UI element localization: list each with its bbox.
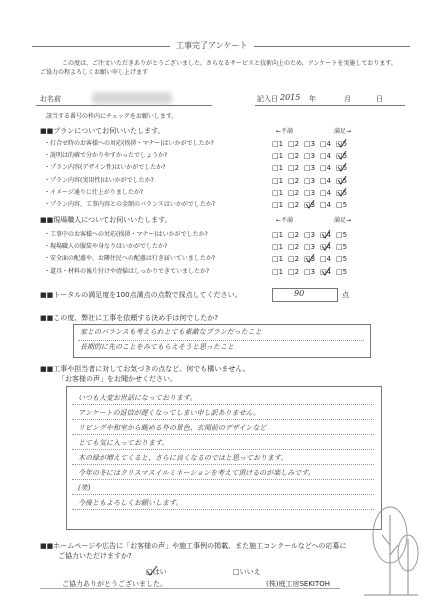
rating-checkbox-4[interactable]: □4 — [320, 243, 332, 252]
voice-dotted-line — [72, 419, 374, 420]
check-mark — [305, 253, 315, 263]
rating-checkbox-4[interactable]: □4 — [320, 267, 332, 276]
rating-checkbox-2[interactable]: □2 — [288, 176, 300, 185]
rating-checkbox-1[interactable]: □1 — [272, 140, 284, 148]
voice-dotted-line — [72, 479, 374, 480]
question-text: ・プラン内容、工事内容との金額のバランスはいかがでしたか? — [44, 201, 216, 208]
voice-text-line: アンケートの返信が遅くなってしまい申し訳ありません。 — [78, 409, 260, 417]
site-scale-high-label: 満足→ — [334, 217, 352, 224]
voice-text-line: 木の緑が増えてくると、さらに良くなるのではと思っております。 — [78, 454, 288, 462]
rating-checkbox-3[interactable]: □3 — [304, 243, 316, 252]
rating-options — [272, 268, 352, 277]
question-text: ・現場職人の服装や身なりはいかがでしたか? — [44, 243, 168, 251]
scale-low-label: ←不満 — [276, 128, 294, 135]
rating-checkbox-3[interactable]: □3 — [304, 255, 316, 264]
reason-answer-line-2: 長期的に先のことをみてもらえそうと思ったこと — [80, 343, 234, 351]
plan-section-heading: ■■プランについてお伺いいたします。 — [40, 127, 165, 135]
rating-checkbox-3[interactable]: □3 — [304, 188, 316, 197]
rating-checkbox-5[interactable]: □5 — [336, 176, 348, 185]
rating-checkbox-5[interactable]: □5 — [336, 267, 348, 276]
total-score-box[interactable] — [272, 288, 338, 302]
voice-label: 「お客様の声」をお聞かせください。 — [58, 375, 177, 383]
total-score-unit: 点 — [342, 291, 349, 299]
date-label: 記入日 — [257, 95, 278, 103]
month-suffix: 月 — [344, 95, 351, 103]
question-text: ・イメージ通りに仕上がりましたか? — [44, 188, 144, 196]
rating-checkbox-2[interactable]: □2 — [288, 231, 300, 239]
question-text: ・打合せ時のお客様への対応(挨拶・マナー)はいかがでしたか? — [44, 140, 214, 147]
rating-checkbox-2[interactable]: □2 — [288, 255, 300, 264]
rating-checkbox-3[interactable]: □3 — [304, 176, 316, 185]
rating-checkbox-3[interactable]: □3 — [304, 201, 316, 209]
rating-checkbox-2[interactable]: □2 — [288, 243, 300, 252]
rating-checkbox-4[interactable]: □4 — [320, 255, 332, 264]
voice-text-line: リビングや和室から眺める外の景色、玄関前のデザインなど — [78, 424, 267, 432]
publish-question-line-1: ■■ホームページや広告に「お客様の声」や施工事例の掲載、また施工コンクールなどへの応募に — [40, 542, 347, 550]
tree-illustration — [360, 505, 420, 600]
voice-text-line: いつも大変お世話になっております。 — [78, 394, 197, 402]
rating-checkbox-1[interactable]: □1 — [272, 164, 284, 173]
rating-checkbox-1[interactable]: □1 — [272, 188, 284, 197]
total-score-value: 90 — [294, 289, 305, 298]
reason-answer-line-1: 家とのバランスも考えられとても素敵なプランだったこと — [80, 328, 262, 336]
footer-company: (株)庭工房SEKITOH — [266, 580, 331, 588]
name-label: お名前 — [40, 95, 61, 103]
voice-dotted-line — [72, 464, 374, 465]
check-mark — [321, 266, 331, 276]
rating-checkbox-3[interactable]: □3 — [304, 152, 316, 161]
rating-checkbox-4[interactable]: □4 — [320, 164, 332, 173]
rating-checkbox-3[interactable]: □3 — [304, 267, 316, 276]
voice-dotted-line — [72, 449, 374, 450]
footer-thanks: ご協力ありがとうございました。 — [62, 580, 167, 588]
rating-checkbox-5[interactable]: □5 — [336, 164, 348, 173]
rating-checkbox-2[interactable]: □2 — [288, 140, 300, 148]
date-field-line — [255, 105, 405, 106]
voice-text-line: とても気に入っております。 — [78, 439, 169, 447]
rating-checkbox-4[interactable]: □4 — [320, 176, 332, 185]
question-text: ・プラン内容(実用性)はいかがでしたか? — [44, 176, 154, 184]
voice-dotted-line — [72, 494, 374, 495]
name-field-line[interactable] — [36, 105, 212, 106]
year-suffix: 年 — [309, 95, 316, 103]
voice-dotted-line — [72, 404, 374, 405]
rating-checkbox-1[interactable]: □1 — [272, 176, 284, 185]
check-mark — [305, 199, 315, 209]
rating-checkbox-2[interactable]: □2 — [288, 152, 300, 161]
voice-text-line: 今後ともよろしくお願いします。 — [78, 499, 183, 507]
rating-checkbox-3[interactable]: □3 — [304, 140, 316, 148]
day-suffix: 日 — [376, 95, 383, 103]
intro-line-2: ご協力の程よろしくお願い申し上げます — [40, 69, 149, 76]
voice-dotted-line — [72, 509, 374, 510]
site-section-heading: ■■現場職人についてお伺いいたします。 — [40, 216, 172, 224]
check-mark — [337, 175, 347, 185]
rating-checkbox-1[interactable]: □1 — [272, 267, 284, 276]
rating-checkbox-5[interactable]: □5 — [336, 188, 348, 197]
reason-dotted-line — [78, 340, 364, 341]
check-mark — [321, 229, 331, 239]
check-mark — [337, 162, 347, 172]
voice-dotted-line — [72, 434, 374, 435]
rating-checkbox-5[interactable]: □5 — [336, 140, 348, 148]
question-text: ・道具・材料の後片付けや清掃はしっかりできていましたか? — [44, 267, 210, 275]
year-value[interactable]: 2015 — [280, 93, 301, 102]
rating-checkbox-5[interactable]: □5 — [336, 152, 348, 161]
question-text: ・説明は的確で分かりやすかったでしょうか? — [44, 152, 168, 160]
rating-options — [272, 231, 352, 240]
rating-checkbox-5[interactable]: □5 — [336, 201, 348, 209]
question-text: ・安全面の配慮や、お隣住民への配慮は行き届いていましたか? — [44, 255, 216, 263]
rating-checkbox-2[interactable]: □2 — [288, 267, 300, 276]
rating-options — [272, 243, 352, 252]
instruction-text: 該当する番号の枠内にチェックをお願いします。 — [46, 113, 178, 120]
rating-checkbox-1[interactable]: □1 — [272, 243, 284, 252]
rating-checkbox-4[interactable]: □4 — [320, 231, 332, 239]
site-scale-low-label: ←不満 — [276, 217, 294, 224]
rating-checkbox-3[interactable]: □3 — [304, 164, 316, 173]
rating-checkbox-5[interactable]: □5 — [336, 243, 348, 252]
question-text: ・工事中のお客様への対応(挨拶・マナー)はいかがでしたか? — [44, 231, 208, 238]
rating-checkbox-2[interactable]: □2 — [288, 188, 300, 197]
intro-line-1: この度は、ご注文いただきありがとうございました。さらなるサービスと技術向上のため、アンケートを実施しております。 — [62, 60, 397, 67]
publish-no-option[interactable]: □いいえ — [233, 568, 261, 576]
check-mark — [337, 187, 347, 197]
question-text: ・プラン内容(デザイン性)はいかがでしたか? — [44, 164, 166, 172]
rating-checkbox-4[interactable]: □4 — [320, 140, 332, 148]
voice-text-line: 今年の冬にはクリスマスイルミネーションを考えて頂けるのが楽しみです。 — [78, 469, 315, 477]
publish-yes-option[interactable]: □はい — [146, 568, 167, 576]
rating-checkbox-4[interactable]: □4 — [320, 152, 332, 161]
rating-checkbox-5[interactable]: □5 — [336, 255, 348, 264]
total-score-label: ■■トータルの満足度を100点満点の点数で採点してください。 — [40, 291, 242, 299]
scale-high-label: 満足→ — [334, 128, 352, 135]
check-mark — [337, 150, 347, 160]
rating-checkbox-2[interactable]: □2 — [288, 164, 300, 173]
publish-question-line-2: ご協力いただけますか? — [58, 552, 132, 560]
rating-checkbox-4[interactable]: □4 — [320, 188, 332, 197]
rating-checkbox-5[interactable]: □5 — [336, 231, 348, 239]
rating-checkbox-4[interactable]: □4 — [320, 201, 332, 209]
rating-checkbox-1[interactable]: □1 — [272, 255, 284, 264]
rating-checkbox-1[interactable]: □1 — [272, 152, 284, 161]
voice-text-line: (笑) — [78, 484, 91, 492]
publish-yes-check-mark — [146, 565, 158, 577]
reason-question: ■■この度、弊社に工事を依頼する決め手は何でしたか? — [40, 314, 218, 322]
redacted-name — [92, 92, 172, 104]
rating-checkbox-3[interactable]: □3 — [304, 231, 316, 239]
survey-title: 工事完了アンケート — [170, 41, 254, 51]
check-mark — [337, 138, 347, 148]
rating-checkbox-1[interactable]: □1 — [272, 231, 284, 239]
rating-checkbox-2[interactable]: □2 — [288, 201, 300, 209]
voice-question: ■■工事や担当者に対してお気づきの点など、何でも構いません。 — [40, 365, 250, 373]
check-mark — [321, 241, 331, 251]
rating-checkbox-1[interactable]: □1 — [272, 201, 284, 209]
